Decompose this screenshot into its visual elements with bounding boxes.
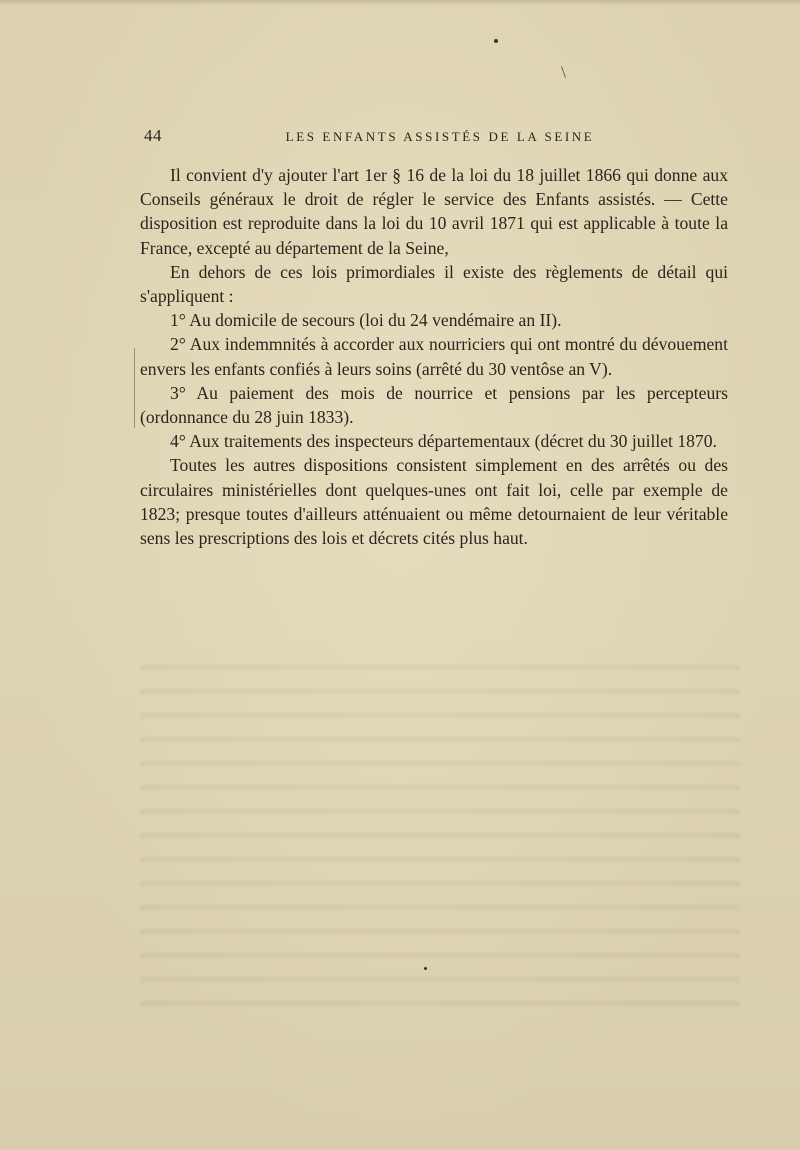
ink-speck (494, 39, 498, 43)
list-item: 2° Aux indemmnités à accorder aux nourriciers qui ont montré du dévouement envers les enfants confiés à leurs soins (arrêté du 30 ventôse an V). (140, 334, 728, 379)
list-item: 4° Aux traitements des inspecteurs départementaux (décret du 30 juillet 1870. (170, 431, 717, 452)
list-item: 1° Au domicile de secours (loi du 24 vendémaire an II). (170, 310, 562, 331)
paragraph: Toutes les autres dispositions consistent simplement en des arrêtés ou des circulaires ministérielles dont quelques-unes ont fait loi, celle par exemple de 1823; presque toutes d'ailleurs atténuaient ou même detournaient de leur véritable sens les prescriptions des lois et décrets cités plus haut. (140, 455, 728, 549)
paragraph: En dehors de ces lois primordiales il existe des règlements de détail qui s'appliquent : (140, 261, 728, 307)
running-title: LES ENFANTS ASSISTÉS DE LA SEINE (285, 129, 595, 144)
body-text (140, 163, 728, 550)
page-top-edge (0, 0, 800, 6)
list-item: 3° Au paiement des mois de nourrice et pensions par les percepteurs (ordonnance du 28 juin 1833). (140, 382, 728, 428)
show-through-texture (140, 650, 740, 1010)
page-header (140, 126, 728, 148)
margin-mark (134, 348, 135, 428)
stray-mark (561, 66, 566, 78)
page-number: 44 (144, 126, 162, 145)
paragraph: Il convient d'y ajouter l'art 1er § 16 de la loi du 18 juillet 1866 qui donne aux Conseils généraux le droit de régler le service des Enfants assistés. — Cette disposition est reproduite dans la loi du 10 avril 1871 qui est applicable à toute la France, excepté au département de la Seine, (140, 165, 728, 258)
